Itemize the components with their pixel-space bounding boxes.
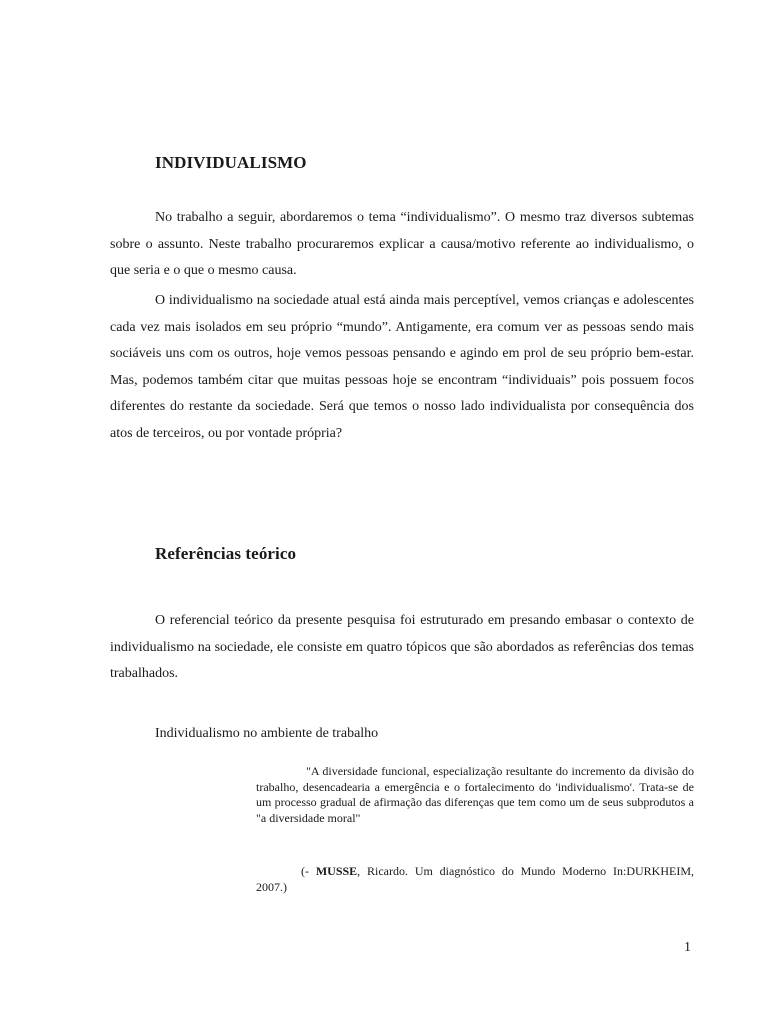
document-title: INDIVIDUALISMO [155,153,307,172]
citation-rest: , Ricardo. Um diagnóstico do Mundo Moderno In:DURKHEIM, 2007.) [256,864,694,894]
block-quote: "A diversidade funcional, especialização resultante do incremento da divisão do trabalho, desencadearia a emergência e o fortalecimento do 'individualismo'. Trata-se de um processo gradual de afirmação das diferenças que tem como um de seus subprodutos a "a diversidade moral" [256,764,694,825]
page-number: 1 [684,940,691,955]
section-heading: Referências teórico [155,544,297,563]
citation-prefix: (- [301,864,316,878]
citation-author: MUSSE [315,864,358,878]
subsection-title: Individualismo no ambiente de trabalho [155,726,379,741]
section-paragraph: O referencial teórico da presente pesquisa foi estruturado em presando embasar o contexto de individualismo na sociedade, ele consiste em quatro tópicos que são abordados as referências dos temas trabalhados. [110,613,694,681]
intro-paragraph-1: No trabalho a seguir, abordaremos o tema “individualismo”. O mesmo traz diversos subtemas sobre o assunto. Neste trabalho procuraremos explicar a causa/motivo referente ao individualismo, o que seria e o que o mesmo causa. [110,210,694,278]
intro-paragraph-2: O individualismo na sociedade atual está ainda mais perceptível, vemos crianças e adolescentes cada vez mais isolados em seu próprio “mundo”. Antigamente, era comum ver as pessoas sendo mais sociáveis uns com os outros, hoje vemos pessoas pensando e agindo em prol de seu próprio bem-estar. Mas, podemos também citar que muitas pessoas hoje se encontram “individuais” pois possuem focos diferentes do restante da sociedade. Será que temos o nosso lado individualista por consequência dos atos de terceiros, ou por vontade própria? [110,293,694,441]
citation [256,864,694,895]
